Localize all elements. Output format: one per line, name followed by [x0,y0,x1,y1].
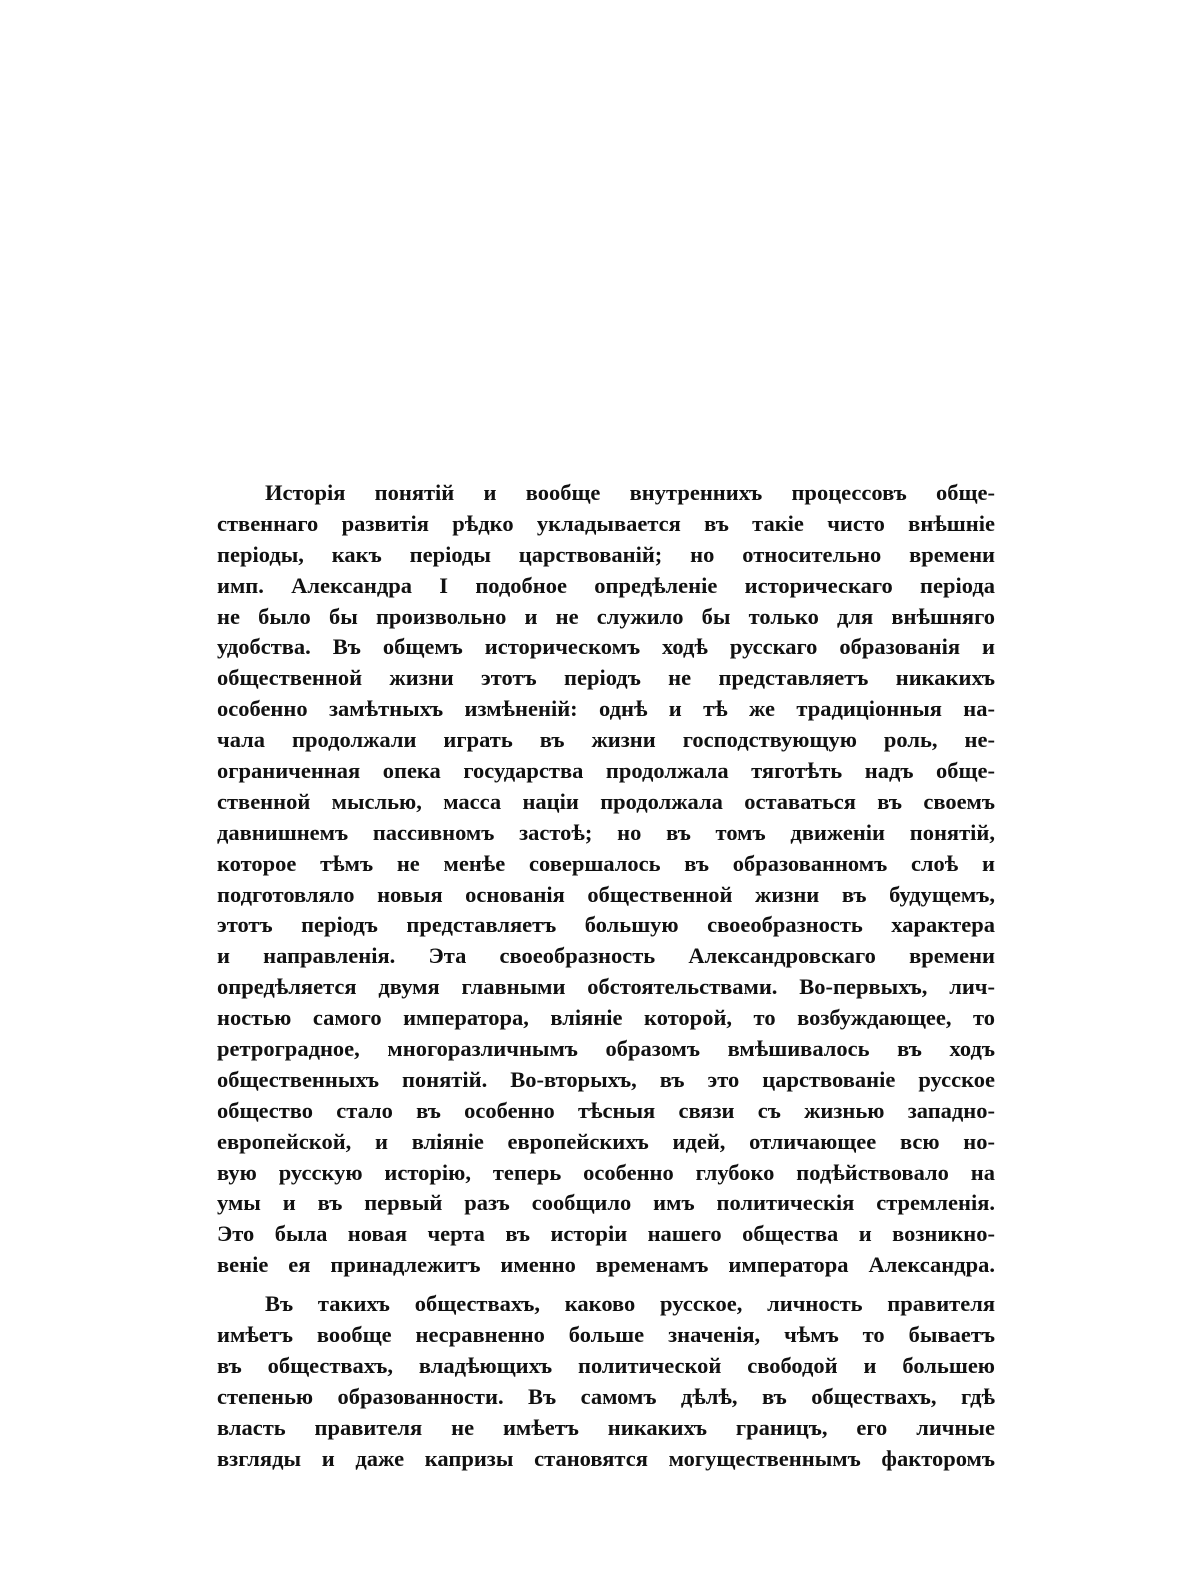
text-line: ностью самого императора, вліяніе которой, то возбуждающее, то [217,1005,995,1031]
text-line: общественной жизни этотъ періодъ не представляетъ никакихъ [217,665,995,691]
text-line: Это была новая черта въ исторіи нашего общества и возникно- [217,1221,995,1247]
text-line: ственнаго развитія рѣдко укладывается въ такіе чисто внѣшніе [217,510,995,536]
text-line: Исторія понятій и вообще внутреннихъ процессовъ обще- [265,480,995,505]
text-line: общество стало въ особенно тѣсныя связи съ жизнью западно- [217,1097,995,1123]
text-line: чала продолжали играть въ жизни господствующую роль, не- [217,727,995,753]
paragraph-spacer [217,1281,995,1289]
text-line: давнишнемъ пассивномъ застоѣ; но въ томъ движеніи понятій, [217,819,995,845]
text-line: опредѣляется двумя главными обстоятельствами. Во-первыхъ, лич- [217,974,995,1000]
body-text [217,478,995,1475]
text-line: общественныхъ понятій. Во-вторыхъ, въ это царствованіе русское [217,1066,995,1092]
text-line: въ обществахъ, владѣющихъ политической свободой и большею [217,1352,995,1378]
text-line: подготовляло новыя основанія общественной жизни въ будущемъ, [217,881,995,907]
text-line: этотъ періодъ представляетъ большую своеобразность характера [217,912,995,938]
text-line: имп. Александра I подобное опредѣленіе историческаго періода [217,572,995,598]
text-line: власть правителя не имѣетъ никакихъ границъ, его личные [217,1414,995,1440]
text-line: которое тѣмъ не менѣе совершалось въ образованномъ слоѣ и [217,850,995,876]
text-line: не было бы произвольно и не служило бы только для внѣшняго [217,603,995,629]
text-line: имѣетъ вообще несравненно больше значенія, чѣмъ то бываетъ [217,1322,995,1348]
paragraph [217,478,995,1281]
text-line: умы и въ первый разъ сообщило имъ политическія стремленія. [217,1190,995,1216]
text-line: удобства. Въ общемъ историческомъ ходѣ русскаго образованія и [217,634,995,660]
paragraph [217,1289,995,1474]
text-line: европейской, и вліяніе европейскихъ идей, отличающее всю но- [217,1128,995,1154]
text-line: и направленія. Эта своеобразность Александровскаго времени [217,943,995,969]
text-line: ретроградное, многоразличнымъ образомъ вмѣшивалось въ ходъ [217,1036,995,1062]
text-line: веніе ея принадлежитъ именно временамъ императора Александра. [217,1252,995,1278]
text-line: ственной мыслью, масса націи продолжала оставаться въ своемъ [217,788,995,814]
text-line: періоды, какъ періоды царствованій; но относительно времени [217,541,995,567]
text-line: Въ такихъ обществахъ, каково русское, личность правителя [265,1291,995,1317]
text-line: вую русскую исторію, теперь особенно глубоко подѣйствовало на [217,1159,995,1185]
text-line: особенно замѣтныхъ измѣненій: однѣ и тѣ же традиціонныя на- [217,696,995,722]
text-line: степенью образованности. Въ самомъ дѣлѣ, въ обществахъ, гдѣ [217,1383,995,1409]
text-line: взгляды и даже капризы становятся могущественнымъ факторомъ [217,1445,995,1471]
text-line: ограниченная опека государства продолжала тяготѣть надъ обще- [217,758,995,784]
